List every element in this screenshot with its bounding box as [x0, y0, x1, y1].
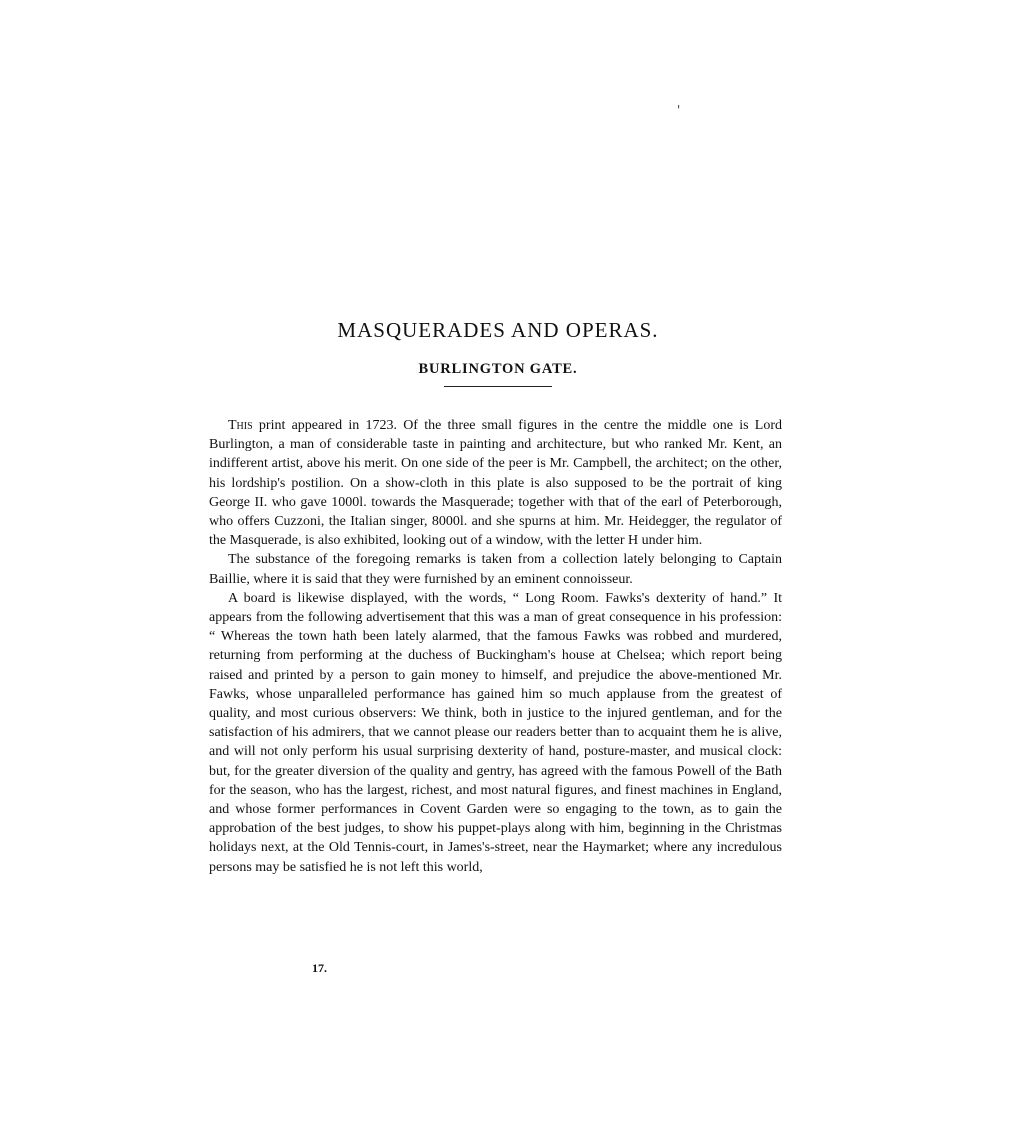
paragraph-1-lead: This [228, 418, 253, 433]
paragraph-3 [209, 589, 782, 877]
page-number: 17. [312, 961, 327, 975]
paragraph-3-text: A board is likewise displayed, with the words, “ Long Room. Fawks's dexterity of hand.” It appears from the following advertisement that this was a man of great consequence in his profession: “ Whereas the town hath been lately alarmed, that the famous Fawks was robbed and murdered, returning from performing at the duchess of Buckingham's house at Chelsea; which report being raised and printed by a person to gain money to himself, and prejudice the above-mentioned Mr. Fawks, whose unparalleled performance has gained him so much applause from the greatest of quality, and most curious observers: We think, both in justice to the injured gentleman, and for the satisfaction of his admirers, that we cannot please our readers better than to acquaint them he is alive, and will not only perform his usual surprising dexterity of hand, posture-master, and musical clock: but, for the greater diversion of the quality and gentry, has agreed with the famous Powell of the Bath for the season, who has the largest, richest, and most natural figures, and finest machines in England, and whose former performances in Covent Garden were so engaging to the town, as to gain the approbation of the best judges, to show his puppet-plays along with him, beginning in the Christmas holidays next, at the Old Tennis-court, in James's-street, near the Haymarket; where any incredulous persons may be satisfied he is not left this world, [209, 590, 782, 875]
print-speck: ' [677, 103, 681, 117]
paragraph-1-text: print appeared in 1723. Of the three small figures in the centre the middle one is Lord Burlington, a man of considerable taste in painting and architecture, but who ranked Mr. Kent, an indifferent artist, above his merit. On one side of the peer is Mr. Campbell, the architect; on the other, his lordship's postilion. On a show-cloth in this plate is also supposed to be the portrait of king George II. who gave 1000l. towards the Masquerade; together with that of the earl of Peterborough, who offers Cuzzoni, the Italian singer, 8000l. and she spurns at him. Mr. Heidegger, the regulator of the Masquerade, is also exhibited, looking out of a window, with the letter H under him. [209, 418, 782, 549]
paragraph-2 [209, 550, 782, 588]
page-title: MASQUERADES AND OPERAS. [337, 318, 659, 343]
paragraph-2-text: The substance of the foregoing remarks is taken from a collection lately belonging to Captain Baillie, where it is said that they were furnished by an eminent connoisseur. [209, 552, 782, 587]
body-text [209, 416, 782, 877]
page-subtitle: BURLINGTON GATE. [418, 361, 578, 378]
paragraph-1 [209, 416, 782, 550]
title-divider [444, 386, 552, 387]
